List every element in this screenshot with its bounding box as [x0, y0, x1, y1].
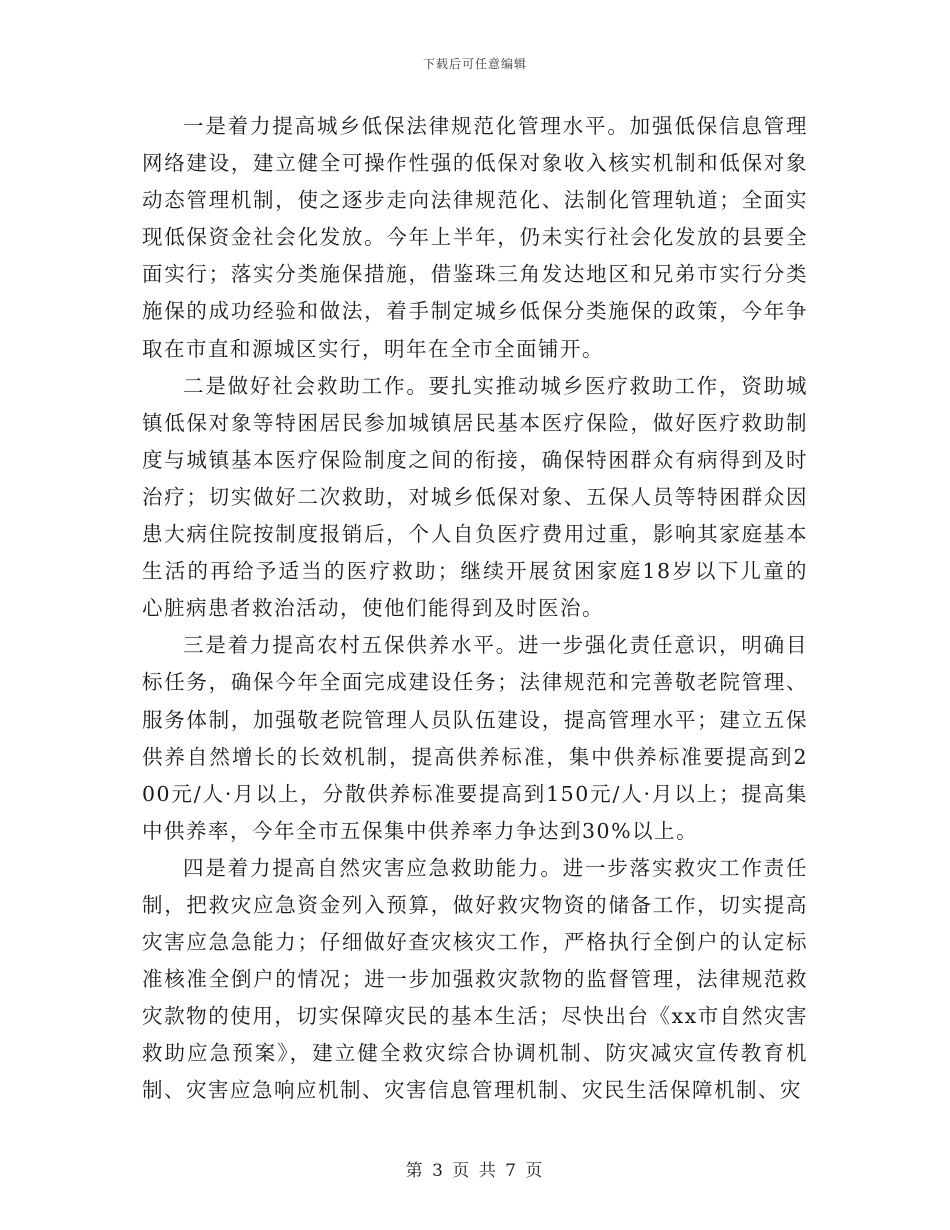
paragraph-2: 二是做好社会救助工作。要扎实推动城乡医疗救助工作，资助城镇低保对象等特困居民参加城镇居民基本医疗保险，做好医疗救助制度与城镇基本医疗保险制度之间的衔接，确保特困群众有病得到及时治疗；切实做好二次救助，对城乡低保对象、五保人员等特困群众因患大病住院按制度报销后，个人自负医疗费用过重，影响其家庭基本生活的再给予适当的医疗救助；继续开展贫困家庭18岁以下儿童的心脏病患者救治活动，使他们能得到及时医治。	[142, 373, 808, 621]
header-note: 下载后可任意编辑	[422, 57, 527, 71]
document-body	[142, 108, 808, 1110]
paragraph-1: 一是着力提高城乡低保法律规范化管理水平。加强低保信息管理网络建设，建立健全可操作性强的低保对象收入核实机制和低保对象动态管理机制，使之逐步走向法律规范化、法制化管理轨道；全面实现低保资金社会化发放。今年上半年，仍未实行社会化发放的县要全面实行；落实分类施保措施，借鉴珠三角发达地区和兄弟市实行分类施保的成功经验和做法，着手制定城乡低保分类施保的政策，今年争取在市直和源城区实行，明年在全市全面铺开。	[142, 114, 808, 361]
paragraph-3: 三是着力提高农村五保供养水平。进一步强化责任意识，明确目标任务，确保今年全面完成建设任务；法律规范和完善敬老院管理、服务体制，加强敬老院管理人员队伍建设，提高管理水平；建立五保供养自然增长的长效机制，提高供养标准，集中供养标准要提高到200元/人·月以上，分散供养标准要提高到150元/人·月以上；提高集中供养率，今年全市五保集中供养率力争达到30%以上。	[142, 633, 808, 843]
page-footer	[0, 1156, 950, 1181]
page-number-label: 第 3 页 共 7 页	[405, 1161, 545, 1181]
paragraph-4: 四是着力提高自然灾害应急救助能力。进一步落实救灾工作责任制，把救灾应急资金列入预算，做好救灾物资的储备工作，切实提高灾害应急急能力；仔细做好查灾核灾工作，严格执行全倒户的认定标准核准全倒户的情况；进一步加强救灾款物的监督管理，法律规范救灾款物的使用，切实保障灾民的基本生活；尽快出台《xx市自然灾害救助应急预案》，建立健全救灾综合协调机制、防灾减灾宣传教育机制、灾害应急响应机制、灾害信息管理机制、灾民生活保障机制、灾	[142, 855, 808, 1103]
